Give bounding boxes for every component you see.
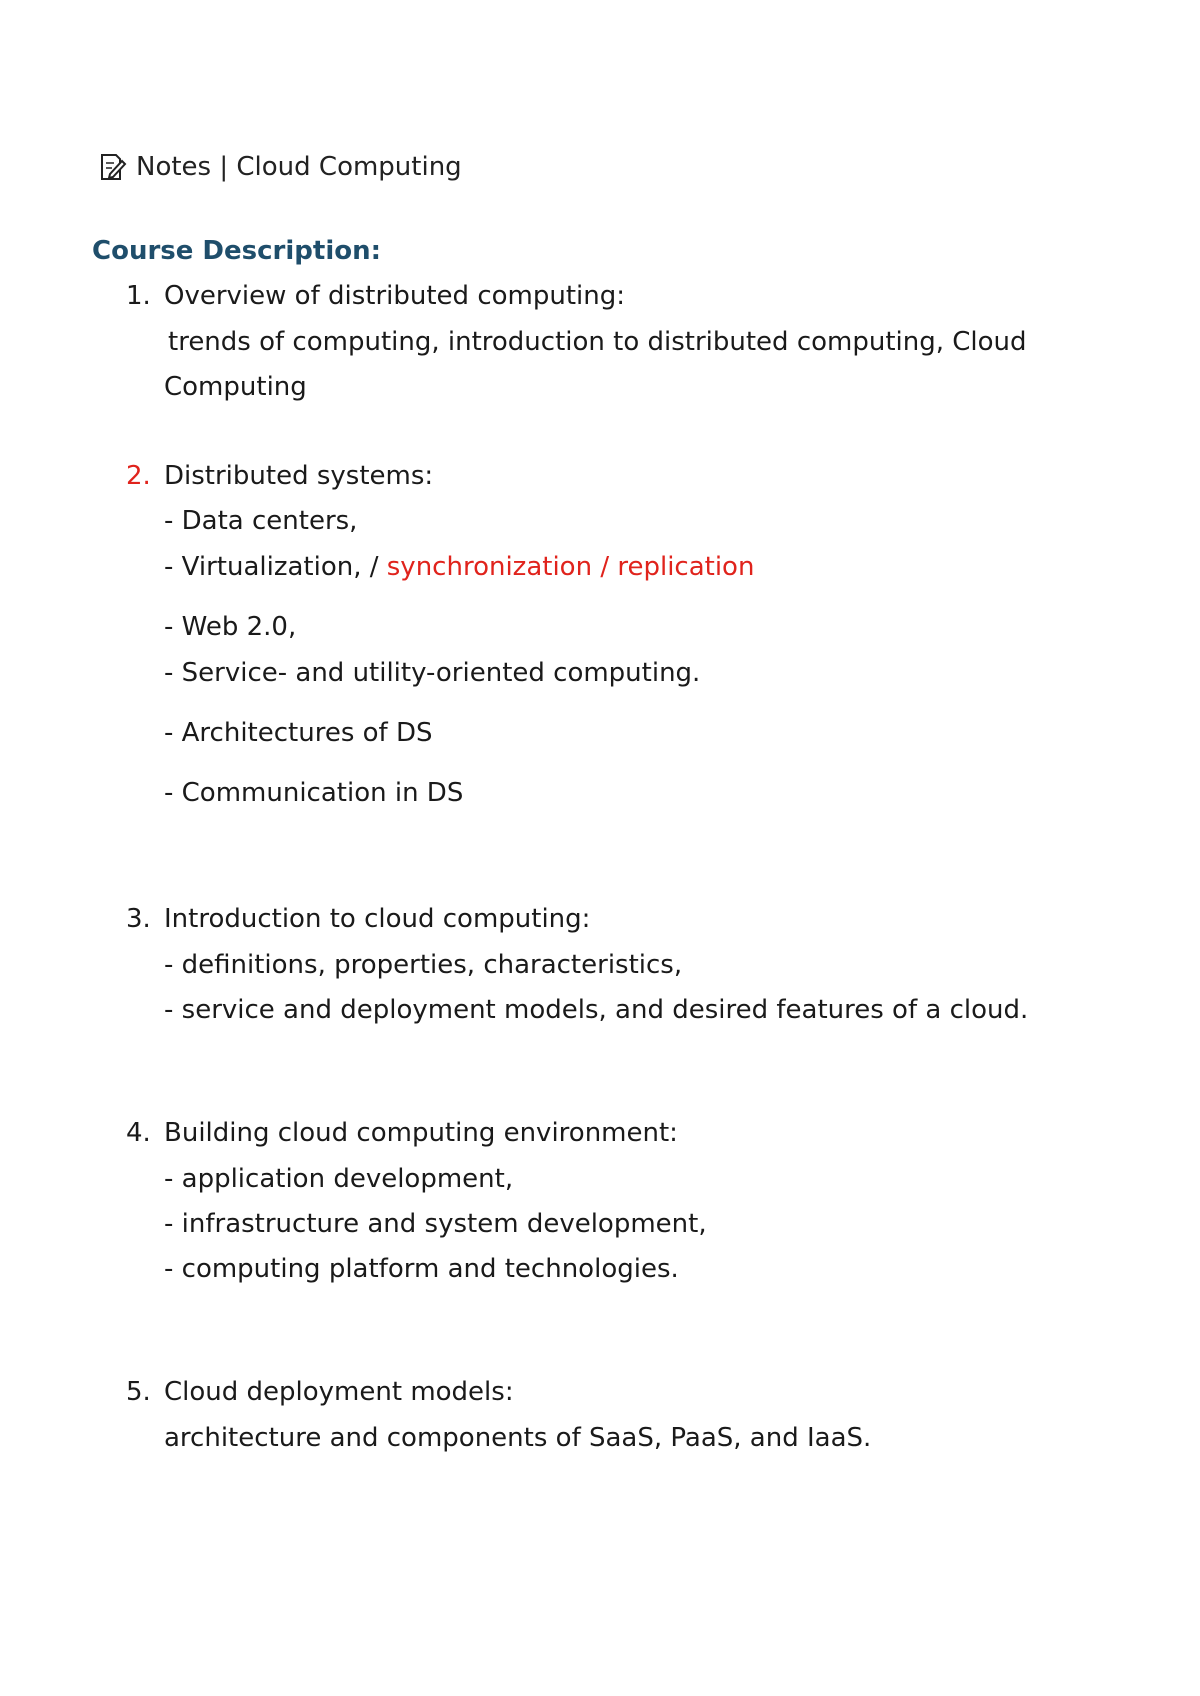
course-description-heading: Course Description: bbox=[92, 236, 381, 266]
section-line: - definitions, properties, characteristics, bbox=[164, 950, 683, 980]
section-1 bbox=[126, 274, 1086, 319]
highlighted-text: synchronization / replication bbox=[386, 552, 755, 582]
title-text: Notes | Cloud Computing bbox=[136, 152, 462, 182]
section-line: - application development, bbox=[164, 1164, 514, 1194]
section-title: Building cloud computing environment: bbox=[164, 1118, 678, 1148]
section-line: - Architectures of DS bbox=[164, 718, 433, 748]
section-line: Computing bbox=[164, 372, 307, 402]
section-3 bbox=[126, 897, 1086, 942]
section-line: - Web 2.0, bbox=[164, 612, 297, 642]
line-text: - Virtualization, / bbox=[164, 552, 387, 582]
section-line: architecture and components of SaaS, PaaS, and IaaS. bbox=[164, 1423, 872, 1453]
section-2 bbox=[126, 454, 1086, 499]
section-line: - computing platform and technologies. bbox=[164, 1254, 679, 1284]
section-line: - Communication in DS bbox=[164, 778, 464, 808]
section-number: 2. bbox=[126, 461, 151, 491]
document-title bbox=[98, 150, 462, 184]
section-number: 3. bbox=[126, 904, 151, 934]
section-title: Overview of distributed computing: bbox=[164, 281, 625, 311]
section-line: - Data centers, bbox=[164, 506, 358, 536]
section-line bbox=[164, 545, 754, 590]
section-4 bbox=[126, 1111, 1086, 1156]
section-number: 4. bbox=[126, 1118, 151, 1148]
section-number: 1. bbox=[126, 281, 151, 311]
section-line: - Service- and utility-oriented computing. bbox=[164, 658, 701, 688]
section-line: - service and deployment models, and desired features of a cloud. bbox=[164, 995, 1029, 1025]
section-title: Introduction to cloud computing: bbox=[164, 904, 591, 934]
section-title: Distributed systems: bbox=[164, 461, 434, 491]
section-line: trends of computing, introduction to distributed computing, Cloud bbox=[168, 327, 1027, 357]
section-line: - infrastructure and system development, bbox=[164, 1209, 707, 1239]
note-edit-icon bbox=[98, 152, 128, 182]
section-number: 5. bbox=[126, 1377, 151, 1407]
section-title: Cloud deployment models: bbox=[164, 1377, 514, 1407]
section-5 bbox=[126, 1370, 1086, 1415]
